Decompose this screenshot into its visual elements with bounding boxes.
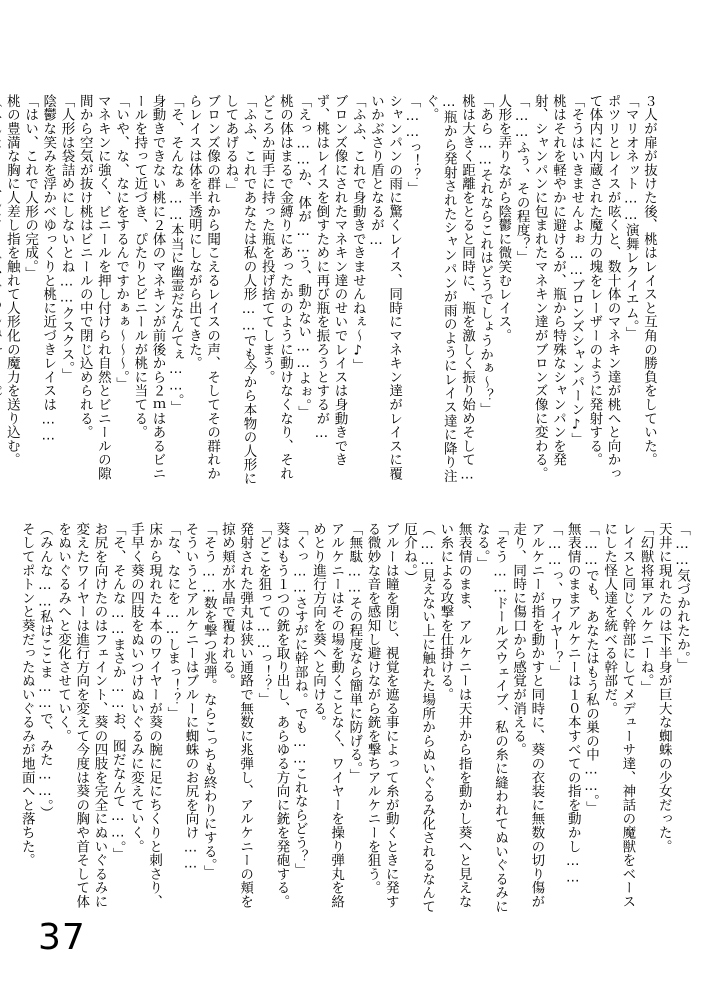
text-line: （……見えない上に触れた場所からぬいぐるみ化されるなんて厄介ね。）: [400, 522, 436, 914]
text-line: （みんな……私はここま……で、みた……。）: [36, 522, 53, 821]
text-line: 「はい、これで人形の完成。」: [22, 94, 39, 281]
text-line: 「いや、な、なにをするんですかぁぁ～～～。」: [113, 94, 130, 391]
text-line: 「そう……数を撃つ兆弾。ならこっちも終わりにする。」: [200, 522, 217, 880]
text-line: 「くっ……さすがに幹部ね。でも……これならどう？」: [291, 522, 308, 877]
text-line: 発射された弾丸は狭い通路で無数に兆弾し、アルケニーの頬を掠め頬が水晶で覆われる。: [218, 522, 254, 909]
text-line: シャンパンの雨に驚くレイス、同時にマネキン達がレイスに覆いかぶさり盾となるが…: [367, 94, 403, 481]
text-line: 「ふふ、これであなたは私の人形……でも今から本物の人形にしてあげるね。」: [222, 94, 257, 486]
text-line: 無表情のままアルケニーは１０本すべての指を動かし……: [564, 522, 581, 886]
text-line: 身動きできない桃に２体のマネキンが前後から２ｍはあるビニールを持って近づき、ぴたりとビニールが桃に当てる。: [131, 94, 166, 481]
text-line: アルケニーはその場を動くことなく、ワイヤーを操り弾丸を絡めとり進行方向を葵へと向ける。: [309, 522, 345, 909]
text-line: 「マリオネット……演舞レクイエム。」: [622, 94, 639, 341]
text-line: アルケニーが指を動かすと同時に、葵の衣装に無数の切り傷が走り、同時に傷口から感覚が消える。: [510, 522, 545, 909]
text-line: 「ふふ、これで身動きできませんねぇ～♪」: [349, 94, 366, 373]
text-line: 葵はもう１つの銃を取り出し、あらゆる方向に銃を発砲する。: [273, 522, 290, 909]
text-line: 桃は大きく距離をとると同時に、瓶を激しく振り始めそして…: [458, 94, 475, 483]
text-line: 「人形は袋詰めにしないとね……クスクス。」: [58, 94, 75, 383]
text-line: 「……っ！？」: [404, 94, 421, 196]
text-line: 「そ、そんなぁ……本当に幽霊だなんてぇ……。」: [167, 94, 184, 415]
text-line: 「どこを狙って……っ！？」: [255, 522, 272, 707]
text-line: 「……気づかれたか。」: [674, 522, 690, 673]
text-line: 「な、なにを……しまっ！？」: [164, 522, 181, 721]
text-line: 桃の体はまるで金縛りにあったかのように動けなくなり、それどころか両手に持った瓶を投げ捨ててしまう。: [258, 94, 293, 481]
text-line: ブロンズ像の群れから聞こえるレイスの声、そしてその群れからレイスは体を半透明にしながら出てきた。: [185, 94, 221, 481]
text-line: 「……ふぅ、その程度？」: [513, 94, 530, 265]
text-line: ブルーは瞳を閉じ、視覚を遮る事によって糸が動くときに発する微妙な音を感知し避けながら銃を撃ちアルケニーを狙う。: [364, 522, 399, 909]
text-line: ポツリとレイスが呟くと、数十体のマネキン達が桃へと向かって体内に内蔵された魔力の塊をレーザーのように発射する。: [586, 94, 621, 481]
text-line: 桃はそれを軽やかに避けるが、瓶から特殊なシャンパンを発射、シャンパンに包まれたマネキン達がブロンズ像に変わる。: [531, 94, 566, 481]
text-line: …瓶から発射されたシャンパンが雨のようにレイス達に降り注ぐ。: [422, 94, 457, 483]
text-line: 人形を弄りながら陰鬱に微笑むレイス。: [495, 94, 512, 343]
text-line: 床から現れた４本のワイヤーが葵の腕に足にちくりと刺さり、手早く葵の四肢をぬいつけぬいぐるみに変えていく。: [127, 522, 163, 909]
text-line: そしてポトンと葵だったぬいぐるみが地面へと落ちた。: [18, 522, 35, 867]
text-line: レイスと同じく幹部にしてメデューサ達、神話の魔獣をベースにした怪人達を統べる幹部だ。: [601, 522, 636, 909]
text-line: 「えっ……か、体が……う、動かない……よぉ。」: [295, 94, 312, 420]
text-line: 桃の豊満な胸に人差し指を触れて人形化の魔力を送り込む。: [3, 94, 20, 467]
lower-text-column: [18, 522, 691, 922]
page-number: 37: [38, 917, 86, 958]
text-line: 「そうはいきませんよぉ……ブロンズシャンパーン♪」: [568, 94, 585, 447]
text-line: そういうとアルケニーはブルーに蜘蛛のお尻を向け……: [182, 522, 199, 872]
text-line: 「幻獣将軍アルケニーね。」: [637, 522, 654, 695]
text-line: お尻を向けたのはフェイント、葵の四肢を完全にぬいぐるみに変えたワイヤーは進行方向を変えて今度は葵の胸や首そして体をぬいぐるみへと変化させていく。: [55, 522, 108, 909]
upper-text-column: [3, 94, 658, 486]
text-line: 「そ、そんな……まさか……お、囮だなんて……。」: [109, 522, 126, 862]
text-line: ３人が扉が抜けた後、桃はレイスと互角の勝負をしていた。: [641, 94, 657, 467]
text-line: 無表情のまま、アルケニーは天井から指を動かし葵へと見えない糸による攻撃を仕掛ける。: [437, 522, 472, 909]
text-line: 「そう……ドールズウェイブ、私の糸に縫われてぬいぐるみになる。」: [473, 522, 508, 914]
text-line: 「無駄……その程度なら簡単に防げる。」: [346, 522, 363, 783]
text-line: 「あら……それならこれはどうでしょうかぁ～？」: [477, 94, 494, 417]
text-line: ブロンズ像にされたマネキン達のせいでレイスは身動きできず、桃はレイスを倒すために再び瓶を振ろうとするが…: [313, 94, 348, 467]
text-line: 天井に現れたのは下半身が巨大な蜘蛛の少女だった。: [655, 522, 672, 854]
text-line: 陰鬱な笑みを浮かべゆっくりと桃に近づきレイスは……: [40, 94, 57, 444]
text-line: マネキンに強く、ビニールを押し付けられ自然とビニールの隙間から空気が抜け桃はビニールの中で閉じ込められる。: [76, 94, 111, 481]
text-line: 「……っ、ワイヤー？」: [546, 522, 563, 679]
text-line: 「……でも、あなたはもう私の巣の中……。」: [582, 522, 599, 816]
